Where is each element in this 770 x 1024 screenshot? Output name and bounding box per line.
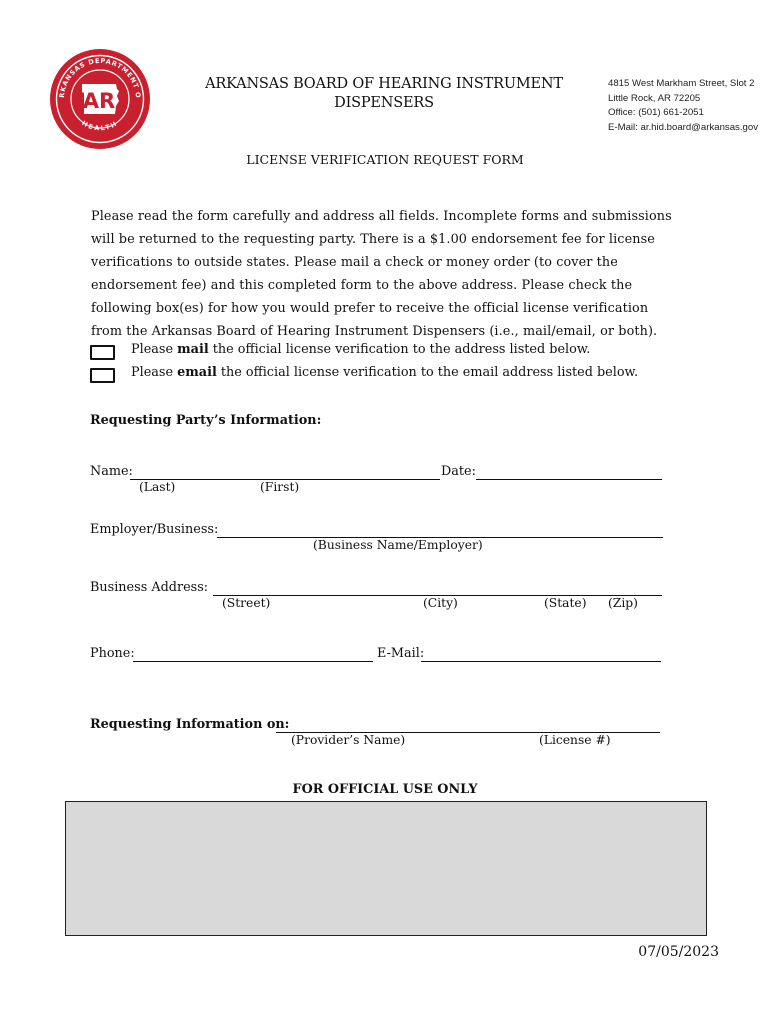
mail-option-label: Please mail the official license verification to the address listed below. [131, 342, 591, 357]
instructions-line: from the Arkansas Board of Hearing Instrument Dispensers (i.e., mail/email, or both). [91, 324, 658, 339]
license-number-hint: (License #) [539, 733, 611, 747]
last-name-hint: (Last) [139, 480, 176, 494]
requesting-info-label: Requesting Information on: [90, 717, 290, 732]
instructions-line: verifications to outside states. Please mail a check or money order (to cover the [91, 255, 618, 270]
instructions-line: endorsement fee) and this completed form to the above address. Please check the [91, 278, 633, 293]
email-option-label: Please email the official license verification to the email address listed below. [131, 365, 639, 380]
revision-date: 07/05/2023 [638, 944, 719, 960]
name-label: Name: [90, 464, 133, 479]
zip-hint: (Zip) [608, 596, 638, 610]
provider-name-hint: (Provider’s Name) [291, 733, 406, 747]
street-hint: (Street) [222, 596, 271, 610]
phone-field[interactable] [133, 661, 373, 662]
city-hint: (City) [423, 596, 458, 610]
date-field[interactable] [476, 479, 662, 480]
instructions-line: Please read the form carefully and address all fields. Incomplete forms and submissions [91, 209, 672, 224]
logo-monogram: AR [82, 89, 116, 113]
email-field[interactable] [421, 661, 661, 662]
form-title: LICENSE VERIFICATION REQUEST FORM [246, 152, 524, 167]
first-name-hint: (First) [260, 480, 300, 494]
section-heading: Requesting Party’s Information: [90, 413, 322, 428]
business-address-label: Business Address: [90, 580, 209, 595]
board-title-line: ARKANSAS BOARD OF HEARING INSTRUMENT [205, 76, 563, 92]
official-use-heading: FOR OFFICIAL USE ONLY [292, 782, 478, 797]
employer-hint: (Business Name/Employer) [313, 538, 483, 552]
board-title-line: DISPENSERS [334, 95, 434, 111]
email-label: E-Mail: [377, 646, 425, 661]
board-email: E-Mail: ar.hid.board@arkansas.gov [608, 121, 758, 133]
contact-block [608, 77, 758, 135]
health-department-logo [49, 48, 151, 150]
employer-label: Employer/Business: [90, 522, 219, 537]
instructions-line: will be returned to the requesting party. There is a $1.00 endorsement fee for license [91, 232, 655, 247]
svg-text:HEALTH: HEALTH [80, 119, 120, 133]
address-line-2: Little Rock, AR 72205 [608, 92, 701, 104]
date-label: Date: [441, 464, 476, 479]
state-hint: (State) [544, 596, 587, 610]
email-checkbox[interactable] [90, 368, 115, 383]
mail-checkbox[interactable] [90, 345, 115, 360]
office-phone: Office: (501) 661-2051 [608, 107, 704, 119]
official-use-box [65, 801, 707, 936]
instructions-line: following box(es) for how you would prefer to receive the official license verification [91, 301, 649, 316]
svg-text:ARKANSAS DEPARTMENT OF: RKANSAS DEPARTMENT O [57, 56, 143, 99]
board-title [195, 75, 573, 113]
instructions-paragraph [91, 205, 671, 343]
phone-label: Phone: [90, 646, 135, 661]
address-line-1: 4815 West Markham Street, Slot 2 [608, 78, 755, 89]
